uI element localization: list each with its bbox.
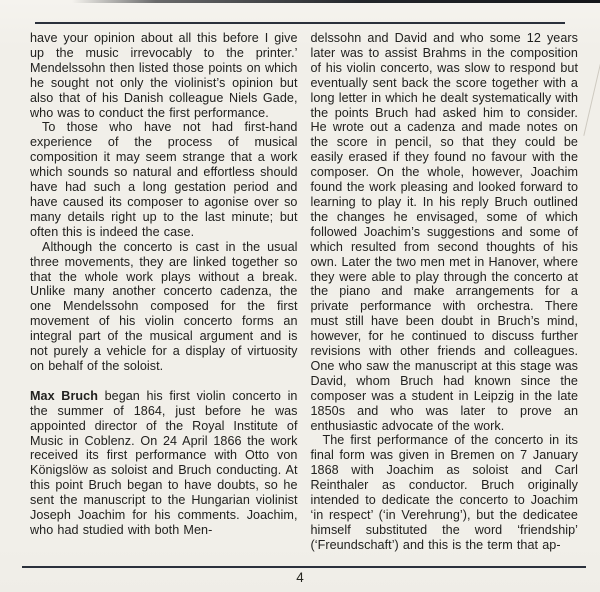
paragraph-text: began his first violin concerto in the summer of 1864, just before he was appointed director of the Royal Institute of Music in Coblenz. On 24 April 1866 the work received its first performance with Otto von Königslöw as soloist and Bruch conducting. At this point Bruch began to have doubts, so he sent the manuscript to the Hungarian violinist Joseph Joachim for his comments. Joachim, who had studied with both Men- bbox=[30, 388, 298, 537]
text-columns bbox=[30, 31, 578, 553]
page-number: 4 bbox=[296, 570, 304, 585]
paragraph: have your opinion about all this before I give up the music irrevocably to the printer.’ Mendelssohn then listed those points on which he sought not only the violinist’s opinion but also that of his Danish colleague Niels Gade, who was to conduct the first performance. bbox=[30, 31, 298, 120]
scan-scratch-artifact bbox=[583, 43, 600, 136]
composer-name-bold-lead: Max Bruch bbox=[30, 388, 98, 403]
paragraph: Although the concerto is cast in the usual three movements, they are linked together so that the whole work plays without a break. Unlike many another concerto cadenza, the one Mendelssohn composed for the first movement of his violin concerto forms an integral part of the musical argument and is not purely a vehicle for a display of virtuosity on behalf of the soloist. bbox=[30, 239, 298, 373]
left-column bbox=[30, 31, 298, 553]
footer-rule bbox=[22, 566, 586, 568]
paragraph: delssohn and David and who some 12 years later was to assist Brahms in the composition of his violin concerto, was slow to respond but eventually sent back the score together with a long letter in which he dealt systematically with the points Bruch had asked him to consider. He wrote out a cadenza and made notes on the score in pencil, so that they could be easily erased if they found no favour with the composer. On the whole, however, Joachim found the work pleasing and looked forward to learning to play it. In his reply Bruch outlined the changes he envisaged, some of which followed Joachim’s suggestions and some of which resulted from second thoughts of his own. Later the two men met in Hanover, where they were able to play through the concerto at the piano and make arrangements for a private performance with orchestra. There must still have been doubt in Bruch’s mind, however, for he continued to discuss further revisions with other friends and colleagues. One who saw the manuscript at this stage was David, whom Bruch had known since the composer was a student in Leipzig in the late 1850s and who was later to prove an enthusiastic advocate of the work. bbox=[310, 31, 578, 433]
right-column bbox=[311, 31, 579, 553]
paragraph: To those who have not had first-hand experience of the process of musical composition it may seem strange that a work which sounds so natural and effortless should have had such a long gestation period and have caused its composer to agonise over so many details right up to the last minute; but often this is indeed the case. bbox=[30, 120, 298, 239]
paragraph bbox=[30, 389, 298, 538]
page-top-edge-shadow bbox=[0, 0, 600, 3]
paragraph: The first performance of the concerto in its final form was given in Bremen on 7 January 1868 with Joachim as soloist and Carl Reinthaler as conductor. Bruch originally intended to dedicate the concerto to Joachim ‘in respect’ (‘in Verehrung’), but the dedicatee himself substituted the word ‘friendship’ (‘Freundschaft’) and this is the term that ap- bbox=[310, 433, 578, 552]
header-rule bbox=[35, 22, 565, 24]
